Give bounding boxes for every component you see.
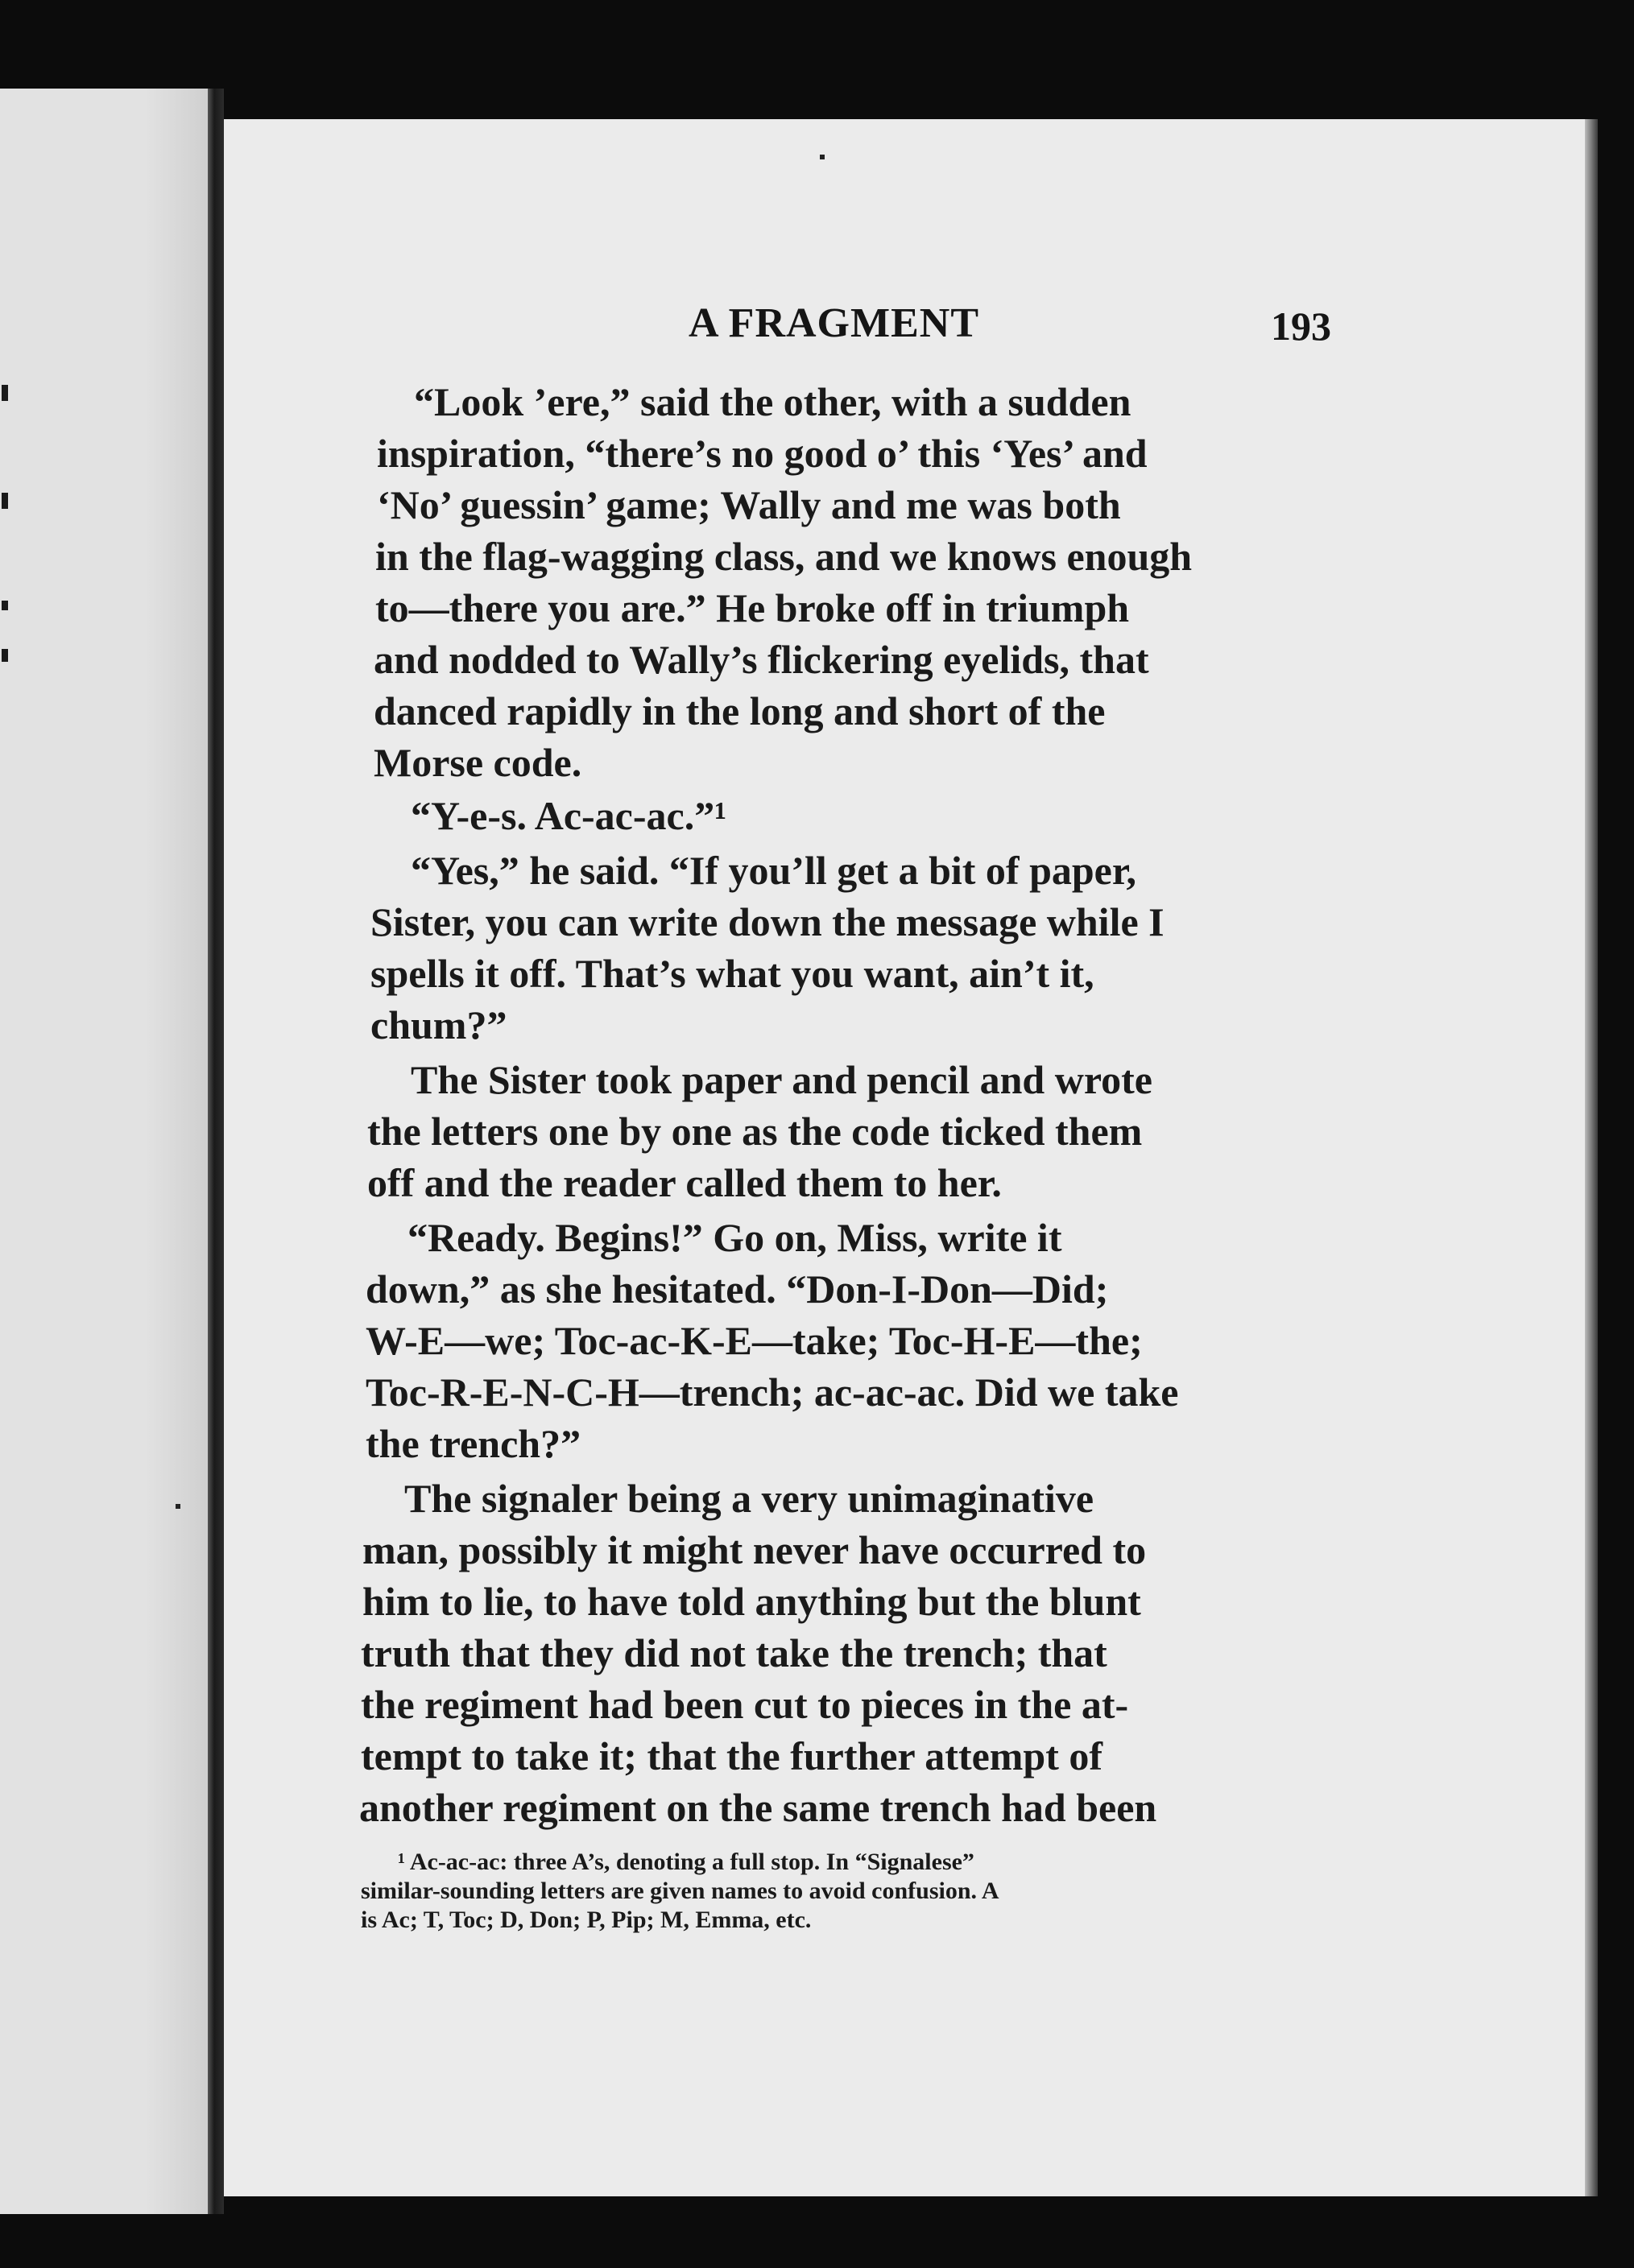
text-line: The Sister took paper and pencil and wrote bbox=[411, 1057, 1152, 1102]
text-line: ‘No’ guessin’ game; Wally and me was both bbox=[377, 482, 1121, 527]
text-line: The signaler being a very unimaginative bbox=[404, 1476, 1094, 1521]
scan-speck bbox=[820, 155, 825, 159]
text-line: chum?” bbox=[370, 1002, 507, 1047]
text-line: the trench?” bbox=[366, 1421, 581, 1466]
scan-speck bbox=[176, 1504, 180, 1509]
facing-page-text-fragment bbox=[2, 493, 8, 509]
text-line: the regiment had been cut to pieces in the at- bbox=[361, 1682, 1129, 1727]
text-line: and nodded to Wally’s flickering eyelids, that bbox=[374, 637, 1149, 682]
footnote-line: similar-sounding letters are given names to avoid confusion. A bbox=[361, 1878, 999, 1904]
text-line: down,” as she hesitated. “Don-I-Don—Did; bbox=[366, 1266, 1109, 1312]
text-line: “Look ’ere,” said the other, with a sudden bbox=[414, 379, 1131, 424]
page-edge bbox=[1585, 119, 1598, 2196]
text-line: Toc-R-E-N-C-H—trench; ac-ac-ac. Did we take bbox=[366, 1369, 1179, 1415]
text-line: Morse code. bbox=[374, 740, 582, 785]
text-line: off and the reader called them to her. bbox=[367, 1160, 1002, 1205]
page-number: 193 bbox=[1271, 304, 1331, 349]
text-line: “Ready. Begins!” Go on, Miss, write it bbox=[407, 1215, 1062, 1260]
book-gutter bbox=[208, 89, 224, 2214]
text-line: “Y-e-s. Ac-ac-ac.”¹ bbox=[411, 793, 727, 838]
page bbox=[224, 119, 1585, 2196]
text-line: him to lie, to have told anything but the blunt bbox=[362, 1579, 1141, 1624]
text-line: danced rapidly in the long and short of the bbox=[374, 688, 1106, 733]
facing-page-text-fragment bbox=[2, 601, 8, 610]
text-line: tempt to take it; that the further attempt of bbox=[361, 1733, 1103, 1778]
text-line: W-E—we; Toc-ac-K-E—take; Toc-H-E—the; bbox=[366, 1318, 1143, 1363]
running-title: A FRAGMENT bbox=[689, 300, 979, 346]
text-line: Sister, you can write down the message while I bbox=[370, 899, 1164, 944]
facing-page-text-fragment bbox=[2, 385, 8, 401]
text-line: man, possibly it might never have occurred to bbox=[362, 1527, 1147, 1572]
text-line: the letters one by one as the code ticked them bbox=[367, 1109, 1143, 1154]
text-line: truth that they did not take the trench; that bbox=[361, 1630, 1107, 1675]
text-line: in the flag-wagging class, and we knows enough bbox=[375, 534, 1193, 579]
footnote-line: ¹ Ac-ac-ac: three A’s, denoting a full stop. In “Signalese” bbox=[398, 1849, 974, 1875]
text-line: inspiration, “there’s no good o’ this ‘Yes’ and bbox=[377, 431, 1148, 476]
text-line: “Yes,” he said. “If you’ll get a bit of paper, bbox=[411, 848, 1136, 893]
text-line: another regiment on the same trench had been bbox=[359, 1785, 1157, 1830]
text-line: spells it off. That’s what you want, ain’t it, bbox=[370, 951, 1094, 996]
facing-page-text-fragment bbox=[2, 649, 8, 662]
facing-page-shadow bbox=[145, 89, 209, 2214]
footnote-line: is Ac; T, Toc; D, Don; P, Pip; M, Emma, etc. bbox=[361, 1907, 812, 1933]
text-line: to—there you are.” He broke off in triumph bbox=[375, 585, 1130, 630]
